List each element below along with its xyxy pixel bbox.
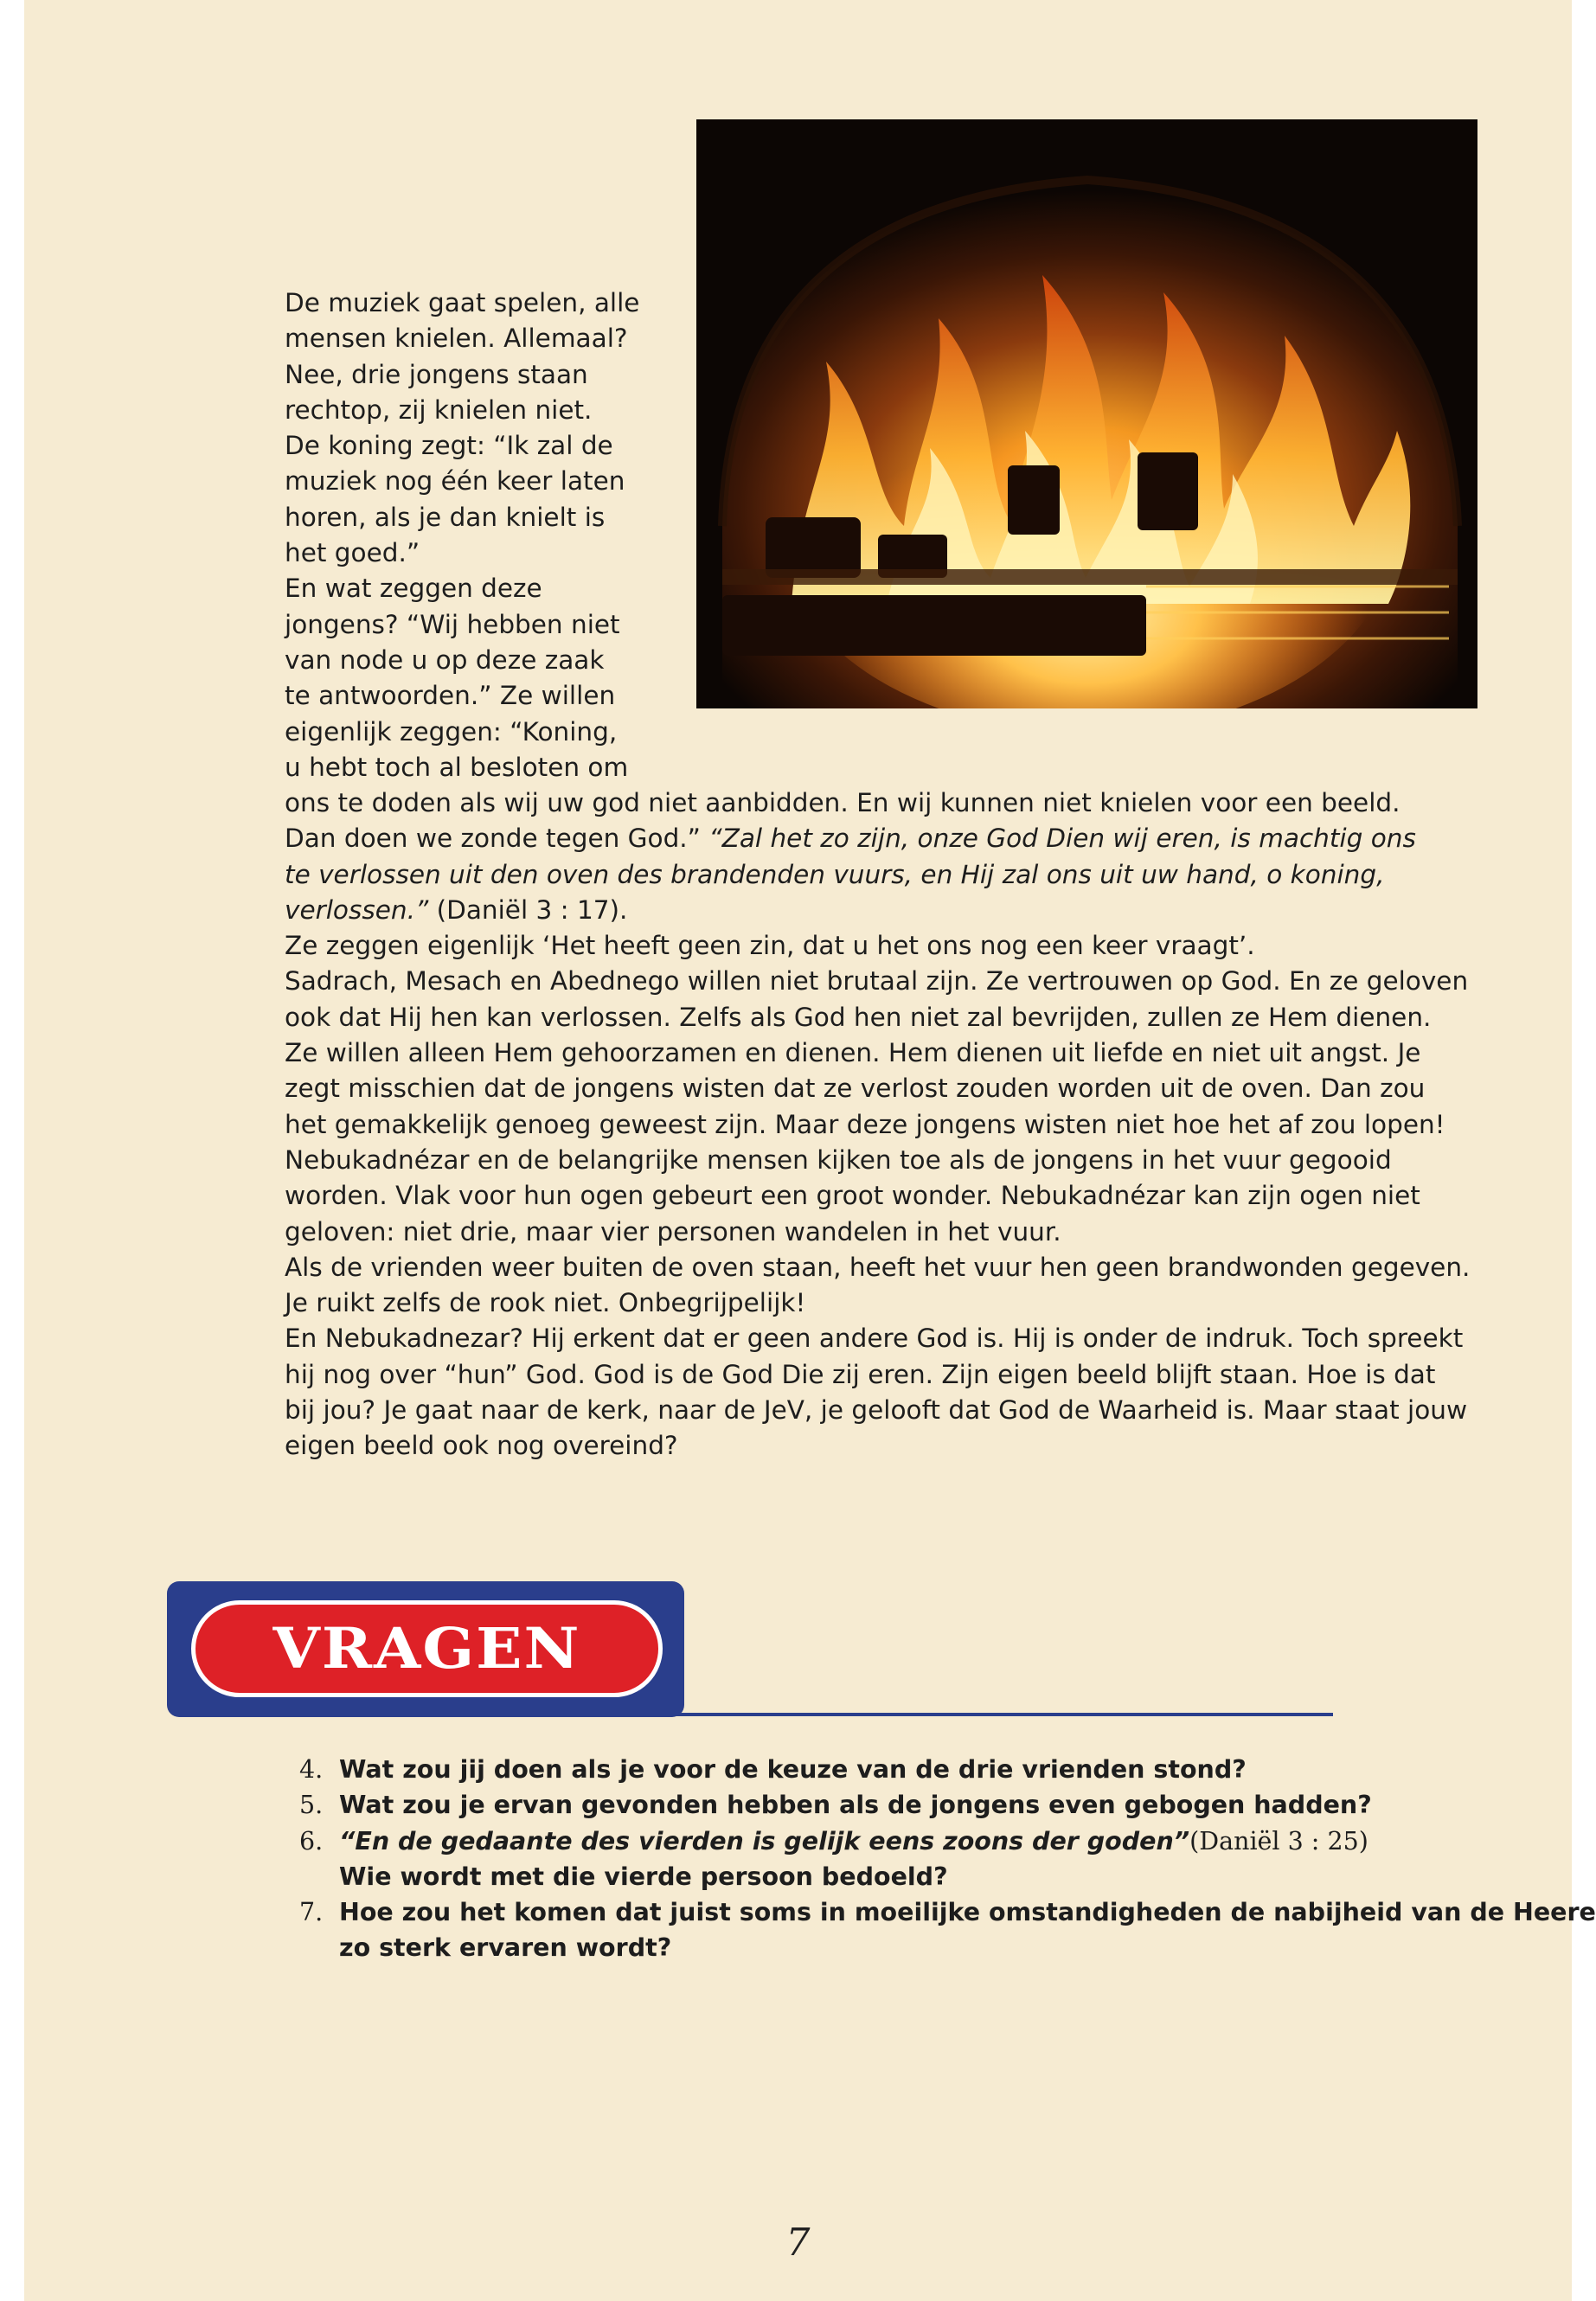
story-line: Ze zeggen eigenlijk ‘Het heeft geen zin, dat u het ons nog een keer vraagt’. [285, 931, 1255, 961]
story-line [285, 857, 1487, 893]
story-main-paragraph [285, 785, 1487, 1465]
story-line: ons te doden als wij uw god niet aanbidden. En wij kunnen niet knielen voor een beeld. [285, 788, 1401, 817]
story-intro-line: te antwoorden.” Ze willen [285, 681, 616, 711]
questions-title: VRAGEN [272, 1615, 581, 1682]
questions-banner-pill [191, 1600, 663, 1697]
scripture-reference: (Daniël 3 : 17). [428, 894, 628, 925]
question-number: 6. [299, 1826, 324, 1856]
scripture-quote: “Zal het zo zijn, onze God Dien wij eren, is machtig ons [708, 824, 1416, 854]
question-number: 7. [299, 1898, 324, 1927]
fire-oven-illustration [696, 119, 1477, 708]
story-intro-line: mensen knielen. Allemaal? [285, 324, 628, 354]
story-line: zegt misschien dat de jongens wisten dat ze verlost zouden worden uit de oven. Dan zou [285, 1074, 1426, 1104]
story-intro-column [285, 285, 683, 785]
question-quote-line [339, 1823, 1510, 1859]
question-text: Wat zou jij doen als je voor de keuze van de drie vrienden stond? [339, 1755, 1247, 1784]
story-intro-line: De koning zegt: “Ik zal de [285, 431, 613, 461]
questions-list [299, 1752, 1596, 1966]
story-text: Dan doen we zonde tegen God.” [285, 824, 709, 854]
story-line: Sadrach, Mesach en Abednego willen niet brutaal zijn. Ze vertrouwen op God. En ze geloven [285, 966, 1469, 997]
story-intro-line: muziek nog één keer laten [285, 466, 625, 497]
questions-divider [669, 1713, 1333, 1716]
scripture-quote: verlossen.” [285, 894, 429, 925]
story-line: ook dat Hij hen kan verlossen. Zelfs als God hen niet zal bevrijden, zullen ze Hem dienen. [285, 1002, 1432, 1032]
question-text: zo sterk ervaren wordt? [339, 1933, 672, 1963]
story-line: Als de vrienden weer buiten de oven staan, heeft het vuur hen geen brandwonden gegeven. [285, 1252, 1471, 1282]
question-quote: “En de gedaante des vierden is gelijk eens zoons der goden” [339, 1826, 1190, 1856]
question-item [299, 1752, 1510, 1787]
scripture-reference: (Daniël 3 : 25) [1189, 1826, 1368, 1856]
story-line: eigen beeld ook nog overeind? [285, 1431, 678, 1461]
scripture-quote: te verlossen uit den oven des brandenden vuurs, en Hij zal ons uit uw hand, o koning, [285, 859, 1385, 889]
question-number: 4. [299, 1755, 324, 1784]
questions-banner [167, 1581, 684, 1717]
story-intro-line: jongens? “Wij hebben niet [285, 609, 620, 639]
fire-oven-photo [696, 119, 1477, 708]
story-line: geloven: niet drie, maar vier personen wandelen in het vuur. [285, 1216, 1061, 1247]
story-line: hij nog over “hun” God. God is de God Die zij eren. Zijn eigen beeld blijft staan. Hoe is dat [285, 1359, 1436, 1389]
page [24, 0, 1596, 2301]
question-text: Wie wordt met die vierde persoon bedoeld? [339, 1862, 948, 1891]
question-text: Hoe zou het komen dat juist soms in moeilijke omstandigheden de nabijheid van de Heere [339, 1898, 1596, 1927]
page-number: 7 [785, 2221, 811, 2265]
story-line [285, 893, 1487, 928]
question-item [299, 1823, 1510, 1895]
question-item [299, 1787, 1510, 1823]
story-intro-line: het goed.” [285, 538, 420, 568]
story-intro-line: En wat zeggen deze [285, 574, 542, 604]
story-line [285, 821, 1487, 856]
story-intro-line: rechtop, zij knielen niet. [285, 394, 593, 425]
question-item [299, 1894, 1596, 1966]
story-line: het gemakkelijk genoeg geweest zijn. Maar deze jongens wisten niet hoe het af zou lopen! [285, 1109, 1445, 1139]
story-intro-line: eigenlijk zeggen: “Koning, [285, 716, 618, 747]
story-line: Nebukadnézar en de belangrijke mensen kijken toe als de jongens in het vuur gegooid [285, 1144, 1392, 1175]
story-line: worden. Vlak voor hun ogen gebeurt een groot wonder. Nebukadnézar kan zijn ogen niet [285, 1181, 1420, 1211]
question-text: Wat zou je ervan gevonden hebben als de jongens even gebogen hadden? [339, 1791, 1372, 1820]
story-intro-line: van node u op deze zaak [285, 644, 605, 675]
story-line: Je ruikt zelfs de rook niet. Onbegrijpelijk! [285, 1288, 806, 1318]
story-intro-line: Nee, drie jongens staan [285, 359, 588, 389]
story-intro-line: horen, als je dan knielt is [285, 502, 606, 532]
story-intro-line: u hebt toch al besloten om [285, 752, 629, 782]
story-line: bij jou? Je gaat naar de kerk, naar de JeV, je gelooft dat God de Waarheid is. Maar staat jouw [285, 1395, 1468, 1426]
story-intro-line: De muziek gaat spelen, alle [285, 288, 640, 317]
story-line: Ze willen alleen Hem gehoorzamen en dienen. Hem dienen uit liefde en niet uit angst. Je [285, 1038, 1421, 1068]
story-line: En Nebukadnezar? Hij erkent dat er geen andere God is. Hij is onder de indruk. Toch spreekt [285, 1324, 1464, 1354]
question-number: 5. [299, 1791, 324, 1820]
